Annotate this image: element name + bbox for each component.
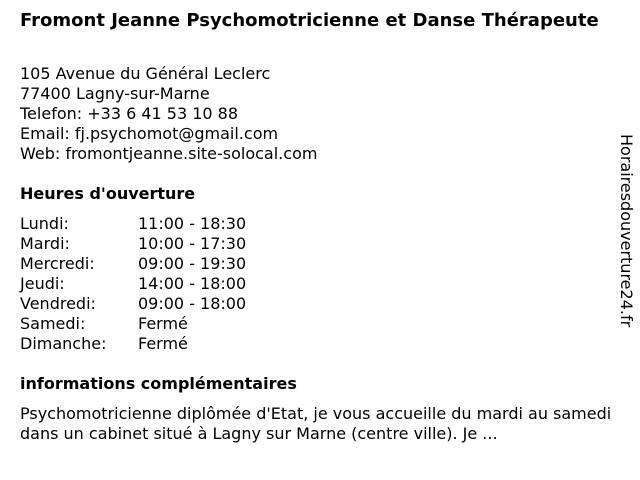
watermark-text: Horairesdouverture24.fr xyxy=(617,134,636,328)
hours-row-sunday xyxy=(20,334,246,354)
hours-row-wednesday xyxy=(20,254,246,274)
opening-hours-table xyxy=(20,214,246,354)
hours-row-monday xyxy=(20,214,246,234)
hours-row-saturday xyxy=(20,314,246,334)
phone-line: Telefon: +33 6 41 53 10 88 xyxy=(20,104,239,123)
hours-value: 10:00 - 17:30 xyxy=(138,234,247,253)
email-line: Email: fj.psychomot@gmail.com xyxy=(20,124,279,143)
day-label: Lundi: xyxy=(20,214,69,233)
day-label: Mardi: xyxy=(20,234,70,253)
hours-row-friday xyxy=(20,294,246,314)
business-title: Fromont Jeanne Psychomotricienne et Danse Thérapeute xyxy=(20,10,599,31)
web-line: Web: fromontjeanne.site-solocal.com xyxy=(20,144,318,163)
contact-block xyxy=(20,64,317,164)
day-label: Vendredi: xyxy=(20,294,96,313)
day-label: Samedi: xyxy=(20,314,86,333)
address-street: 105 Avenue du Général Leclerc xyxy=(20,64,271,83)
opening-hours-heading: Heures d'ouverture xyxy=(20,184,196,203)
description-text: Psychomotricienne diplômée d'Etat, je vous accueille du mardi au samedi dans un cabinet situé à Lagny sur Marne (centre ville). Je ... xyxy=(20,404,612,443)
day-label: Mercredi: xyxy=(20,254,95,273)
hours-value: Fermé xyxy=(138,314,188,333)
day-label: Jeudi: xyxy=(20,274,65,293)
hours-row-tuesday xyxy=(20,234,246,254)
additional-info-heading: informations complémentaires xyxy=(20,374,297,393)
hours-row-thursday xyxy=(20,274,246,294)
hours-value: Fermé xyxy=(138,334,188,353)
day-label: Dimanche: xyxy=(20,334,107,353)
hours-value: 14:00 - 18:00 xyxy=(138,274,247,293)
address-city: 77400 Lagny-sur-Marne xyxy=(20,84,210,103)
hours-value: 09:00 - 18:00 xyxy=(138,294,247,313)
hours-value: 09:00 - 19:30 xyxy=(138,254,247,273)
hours-value: 11:00 - 18:30 xyxy=(138,214,247,233)
